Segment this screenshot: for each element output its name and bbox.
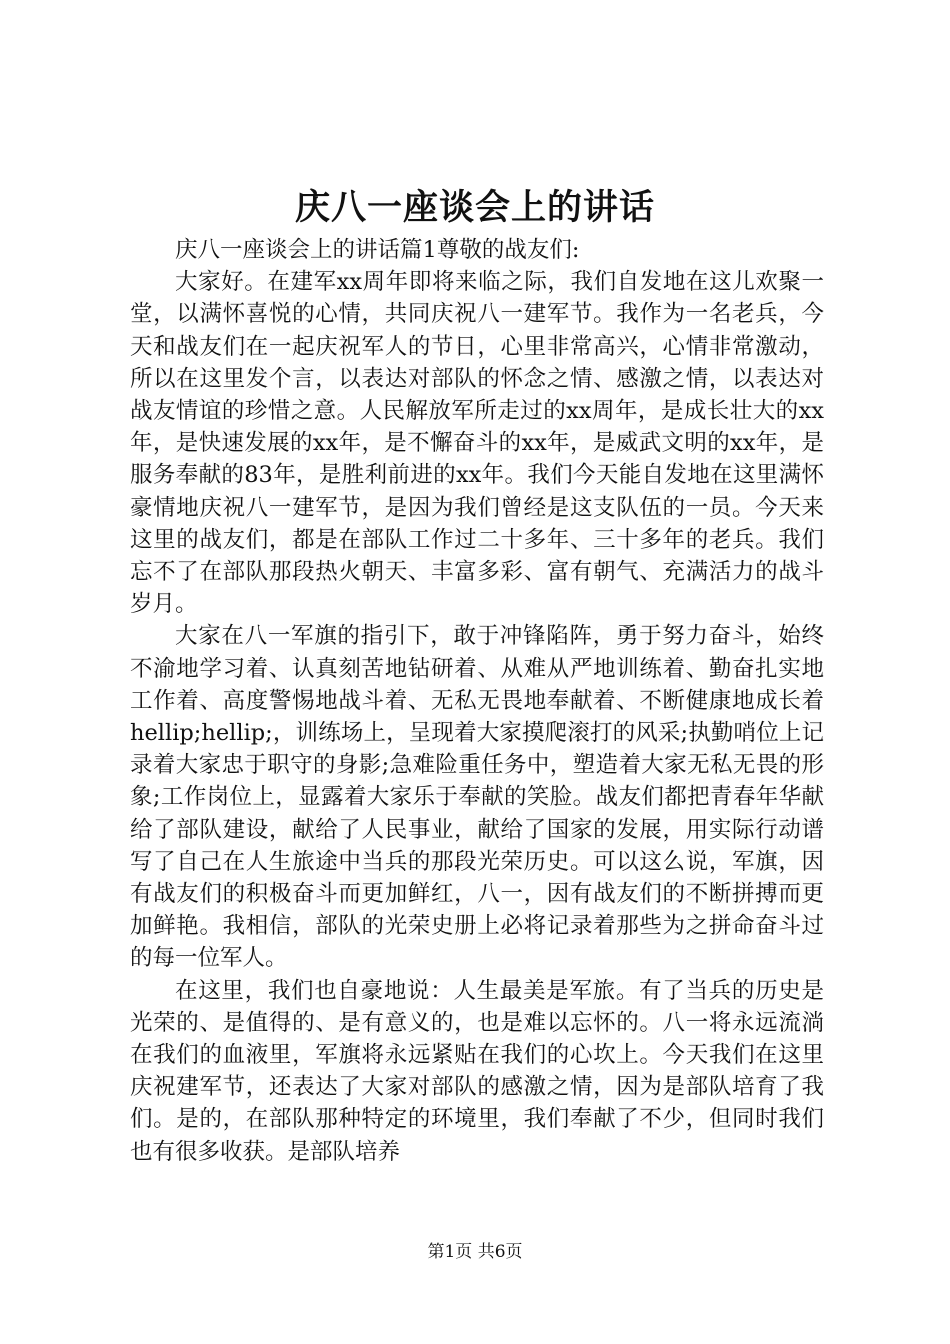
paragraph-1: 大家好。在建军xx周年即将来临之际，我们自发地在这儿欢聚一堂，以满怀喜悦的心情，共同庆祝八一建军节。我作为一名老兵，今天和战友们在一起庆祝军人的节日，心里非常高兴，心情非常激动，所以在这里发个言，以表达对部队的怀念之情、感激之情，以表达对战友情谊的珍惜之意。人民解放军所走过的xx周年，是成长壮大的xx年，是快速发展的xx年，是不懈奋斗的xx年，是威武文明的xx年，是服务奉献的83年，是胜利前进的xx年。我们今天能自发地在这里满怀豪情地庆祝八一建军节，是因为我们曾经是这支队伍的一员。今天来这里的战友们，都是在部队工作过二十多年、三十多年的老兵。我们忘不了在部队那段热火朝天、丰富多彩、富有朝气、充满活力的战斗岁月。 <box>130 269 824 618</box>
paragraph-2: 大家在八一军旗的指引下，敢于冲锋陷阵，勇于努力奋斗，始终不渝地学习着、认真刻苦地钻研着、从难从严地训练着、勤奋扎实地工作着、高度警惕地战斗着、无私无畏地奉献着、不断健康地成长着hellip;hellip;，训练场上，呈现着大家摸爬滚打的风采;执勤哨位上记录着大家忠于职守的身影;急难险重任务中，塑造着大家无私无畏的形象;工作岗位上，显露着大家乐于奉献的笑脸。战友们都把青春年华献给了部队建设，献给了人民事业，献给了国家的发展，用实际行动谱写了自己在人生旅途中当兵的那段光荣历史。可以这么说，军旗，因有战友们的积极奋斗而更加鲜红，八一，因有战友们的不断拼搏而更加鲜艳。我相信，部队的光荣史册上必将记录着那些为之拼命奋斗过的每一位军人。 <box>130 623 824 972</box>
document-title: 庆八一座谈会上的讲话 <box>294 187 655 228</box>
page-footer: 第1页 共6页 <box>427 1242 523 1262</box>
paragraph-intro: 庆八一座谈会上的讲话篇1尊敬的战友们: <box>175 237 580 263</box>
paragraph-3: 在这里，我们也自豪地说：人生最美是军旅。有了当兵的历史是光荣的、是值得的、是有意义的，也是难以忘怀的。八一将永远流淌在我们的血液里，军旗将永远紧贴在我们的心坎上。今天我们在这里庆祝建军节，还表达了大家对部队的感激之情，因为是部队培育了我们。是的，在部队那种特定的环境里，我们奉献了不少，但同时我们也有很多收获。是部队培养 <box>130 977 824 1165</box>
document-body <box>130 234 824 1168</box>
